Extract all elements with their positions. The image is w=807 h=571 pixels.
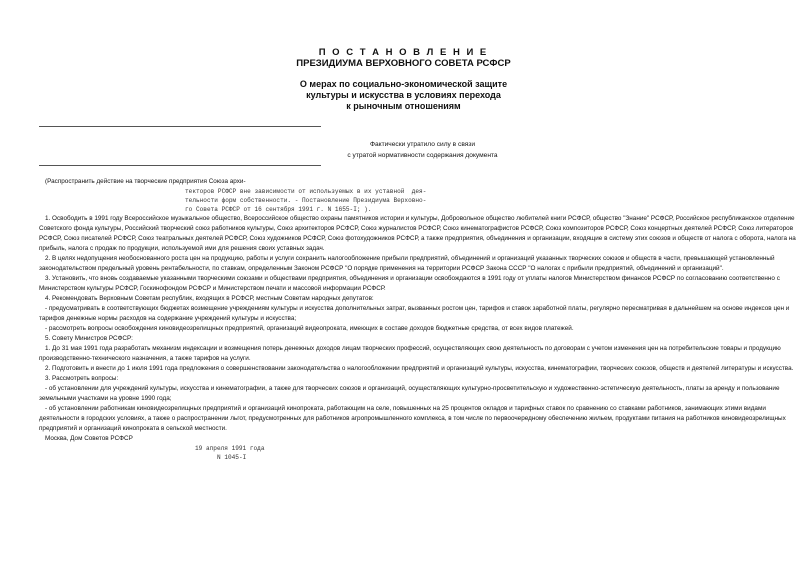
paragraph-1: 1. Освободить в 1991 году Всероссийское музыкальное общество, Всероссийское общество охраны памятников истории и культуры, Добровольное общество любителей книги РСФСР, общество "Знание" РСФСР, Российское республиканское отделение Советского фонда культуры, Российский творческий союз работников культуры, Союз архитекторов РСФСР, Союз журналистов РСФСР, Союз кинематографистов РСФСР, Союз композиторов РСФСР, Союз концертных деятелей РСФСР, Союз литераторов РСФСР, Союз писателей РСФСР, Союз театральных деятелей РСФСР, Союз художников РСФСР, Союз фотохудожников РСФСР, а также предприятия, объединения и организации, входящие в систему этих союзов и обществ от налога с оборота, налога на прибыль, налога с продаж по продукции, используемой ими для решения своих уставных задач. <box>39 215 796 252</box>
subject-line-3: к рыночным отношениям <box>346 101 461 111</box>
paragraph-5-1: 1. До 31 мая 1991 года разработать механизм индексации и возмещения потерь денежных доходов лицам творческих профессий, осуществляющих свою деятельность по договорам с учетом изменения цен на потребительские товары и продукцию производственно-технического назначения, а также тарифов на услуги. <box>39 345 781 362</box>
amendment-note <box>185 187 805 214</box>
document-subject <box>0 79 807 112</box>
divider-bottom <box>39 165 321 166</box>
paragraph-5-3b: - об установлении работникам киновидеозрелищных предприятий и организаций кинопроката, работающим на селе, повышенных на 25 процентов окладов и тарифных ставок по сравнению со ставками работников, занимающих этими видами деятельности в городских условиях, а также о распространении льгот, предусмотренных для работников агропромышленного комплекса, в том числе по первоочередному обеспечению жильем, продуктами питания на работников киновидеозрелищных предприятий и организаций кинопроката в сельской местности. <box>39 405 786 432</box>
subject-line-1: О мерах по социально-экономической защите <box>299 79 508 89</box>
document-number: N 1045-I <box>217 454 247 461</box>
paragraph-5: 5. Совету Министров РСФСР: <box>45 335 133 342</box>
status-line-2: с утратой нормативности содержания документа <box>347 152 498 159</box>
issuing-body-heading: ПРЕЗИДИУМА ВЕРХОВНОГО СОВЕТА РСФСР <box>296 58 511 69</box>
paragraph-4a: - предусматривать в соответствующих бюджетах возмещение учреждениям культуры и искусства дополнительных затрат, вызванных ростом цен, тарифов и ставок заработной платы, регулярно пересматривая в дальнейшем на основе индексов цен и тарифов денежные нормы расходов на содержание учреждений культуры и искусства; <box>39 305 790 322</box>
paragraph-4: 4. Рекомендовать Верховным Советам республик, входящих в РСФСР, местным Советам народных депутатов: <box>45 295 374 302</box>
divider-top <box>39 126 321 127</box>
amendment-line-2: тельности форм собственности. - Постановление Президиума Верховно- <box>185 197 427 204</box>
signing-date: 19 апреля 1991 года <box>195 445 265 452</box>
signing-place: Москва, Дом Советов РСФСР <box>45 435 133 442</box>
paragraph-5-3a: - об установлении для учреждений культуры, искусства и кинематографии, а также для творческих союзов и организаций, осуществляющих культурно-просветительскую и художественно-эстетическую деятельность, платы за аренду и пользование земельными участками на уровне 1990 года; <box>39 385 780 402</box>
validity-status-note <box>320 139 525 161</box>
intro-note: (Распространить действие на творческие предприятия Союза архи- <box>45 178 246 185</box>
paragraph-5-3: 3. Рассмотреть вопросы: <box>45 375 119 382</box>
paragraph-4b: - рассмотреть вопросы освобождения киновидеозрелищных предприятий, организаций видеопроката, имеющих в составе доходов бюджетные средства, от всех видов платежей. <box>45 325 574 332</box>
document-type-heading: П О С Т А Н О В Л Е Н И Е <box>318 47 489 58</box>
status-line-1: Фактически утратило силу в связи <box>369 141 476 148</box>
document-body <box>39 177 805 462</box>
signing-details <box>195 444 805 462</box>
subject-line-2: культуры и искусства в условиях перехода <box>306 90 501 100</box>
paragraph-3: 3. Установить, что вновь создаваемые указанными творческими союзами и обществами предприятия, объединения и организации освобождаются в 1991 году от уплаты налогов Министерством финансов РСФСР по согласованию соответственно с Министерством культуры РСФСР, Госкинофондом РСФСР и Министерством печати и массовой информации РСФСР. <box>39 275 780 292</box>
paragraph-5-2: 2. Подготовить и внести до 1 июля 1991 года предложения о совершенствовании законодательства о налогообложении предприятий и организаций культуры, искусства, кинематографии, творческих союзов, обществ и деятелей литературы и искусства. <box>45 365 794 372</box>
amendment-line-3: го Совета РСФСР от 16 сентября 1991 г. N 1655-I; ). <box>185 206 372 213</box>
paragraph-2: 2. В целях недопущения необоснованного роста цен на продукцию, работы и услуги сохранить налогообложение прибыли предприятий, объединений и организаций указанных творческих союзов и обществ в части, превышающей установленный законодательством предельный уровень рентабельности, по ставкам, определенным Законом РСФСР "О порядке применения на территории РСФСР Закона СССР "О налогах с прибыли предприятий, объединений и организаций". <box>39 255 775 272</box>
amendment-line-1: текторов РСФСР вне зависимости от используемых в их уставной дея- <box>185 188 427 195</box>
